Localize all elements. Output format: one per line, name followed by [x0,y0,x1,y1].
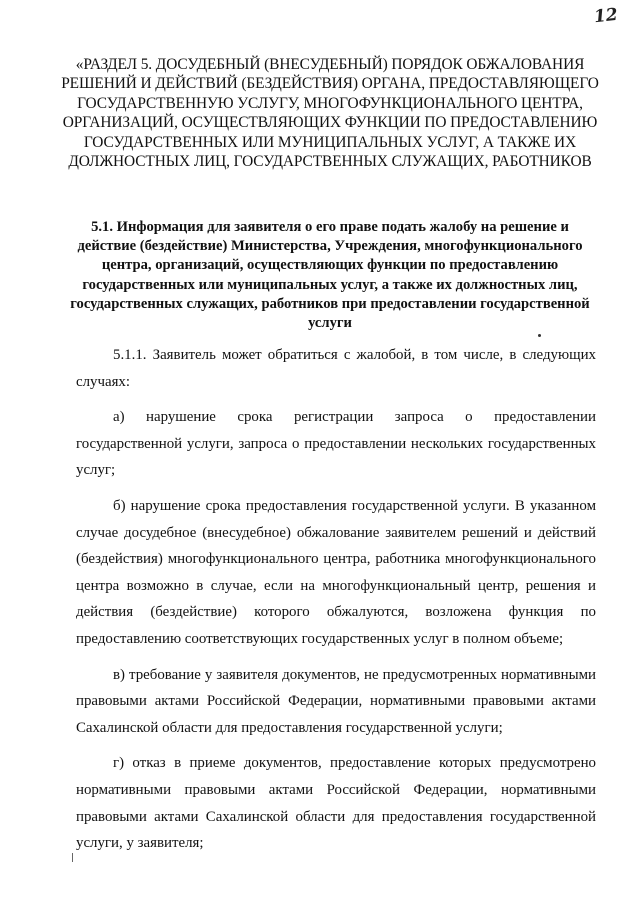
subsection-heading: 5.1. Информация для заявителя о его праве подать жалобу на решение и действие (бездействие) Министерства, Учреждения, многофункционального центра, организаций, осуществляющих функции по предоставлению государственных или муниципальных услуг, а также их должностных лиц, государственных служащих, работников при предоставлении государственной услуги [70,219,590,332]
handwritten-page-number: 12 [593,4,619,28]
paragraph-item-b: б) нарушение срока предоставления государственной услуги. В указанном случае досудебное (внесудебное) обжалование заявителем решений и действий (бездействия) многофункционального центра, работника многофункционального центра возможно в случае, если на многофункциональный центр, решения и действия (бездействие) которого обжалуются, возложена функция по предоставлению соответствующих государственных услуг в полном объеме; [76,497,596,647]
document-body [76,342,596,866]
paragraph-5-1-1: 5.1.1. Заявитель может обратиться с жалобой, в том числе, в следующих случаях: [76,347,596,390]
paragraph-item-v: в) требование у заявителя документов, не предусмотренных нормативными правовыми актами Российской Федерации, нормативными правовыми актами Сахалинской области для предоставления государственной услуги; [76,666,596,736]
paragraph-item-g: г) отказ в приеме документов, предоставление которых предусмотрено нормативными правовыми актами Российской Федерации, нормативными правовыми актами Сахалинской области для предоставления государственной услуги, у заявителя; [76,755,596,852]
section-heading: «РАЗДЕЛ 5. ДОСУДЕБНЫЙ (ВНЕСУДЕБНЫЙ) ПОРЯДОК ОБЖАЛОВАНИЯ РЕШЕНИЙ И ДЕЙСТВИЙ (БЕЗДЕЙСТВИЯ) ОРГАНА, ПРЕДОСТАВЛЯЮЩЕГО ГОСУДАРСТВЕННУЮ УСЛУГУ, МНОГОФУНКЦИОНАЛЬНОГО ЦЕНТРА, ОРГАНИЗАЦИЙ, ОСУЩЕСТВЛЯЮЩИХ ФУНКЦИИ ПО ПРЕДОСТАВЛЕНИЮ ГОСУДАРСТВЕННЫХ ИЛИ МУНИЦИПАЛЬНЫХ УСЛУГ, А ТАКЖЕ ИХ ДОЛЖНОСТНЫХ ЛИЦ, ГОСУДАРСТВЕННЫХ СЛУЖАЩИХ, РАБОТНИКОВ [61,56,599,171]
scan-dot [538,334,541,337]
paragraph-item-a: а) нарушение срока регистрации запроса о предоставлении государственной услуги, запроса о предоставлении нескольких государственных услуг; [76,409,596,479]
scan-mark [72,853,73,862]
